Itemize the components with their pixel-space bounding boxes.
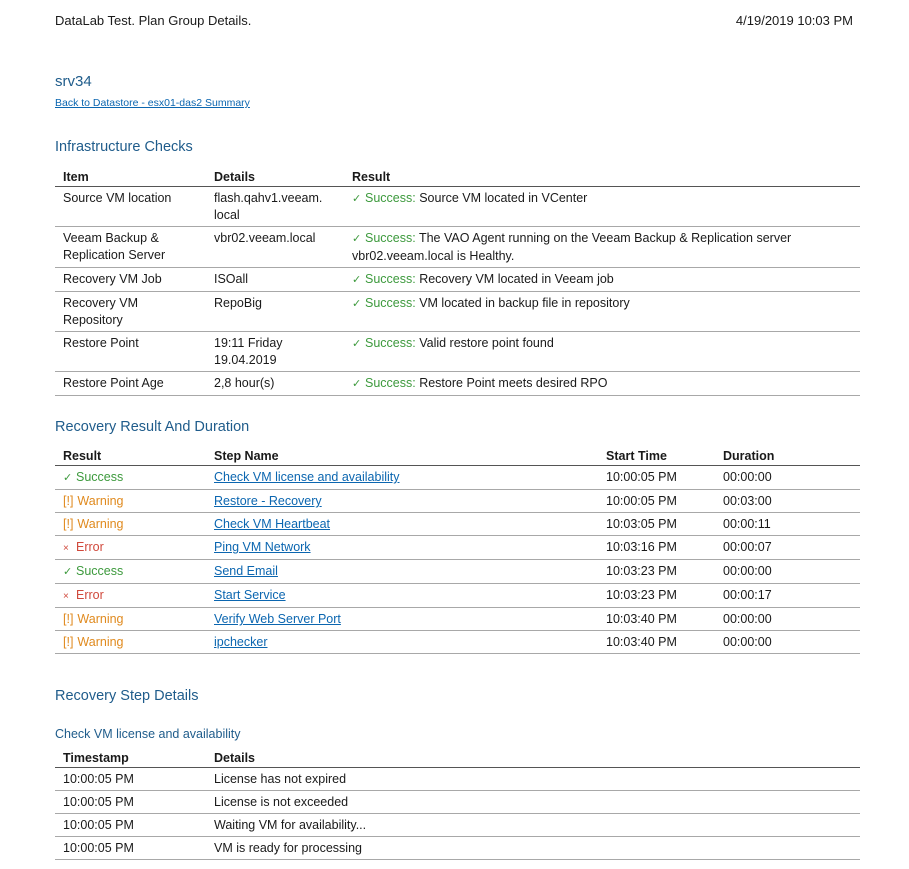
warning-icon: [!] (63, 494, 74, 508)
duration-cell: 00:00:07 (715, 536, 860, 560)
start-time-cell: 10:00:05 PM (598, 490, 715, 513)
infrastructure-checks-table (55, 167, 860, 396)
status-label: Success: (365, 272, 416, 286)
result-cell (344, 372, 860, 396)
check-icon: ✓ (63, 472, 73, 484)
status-label: Success: (365, 336, 416, 350)
table-row (55, 466, 860, 490)
start-time-cell: 10:03:23 PM (598, 560, 715, 584)
check-icon: ✓ (352, 378, 362, 390)
column-header: Start Time (598, 446, 715, 466)
result-cell (344, 187, 860, 227)
step-name-cell (206, 608, 598, 631)
column-header: Result (55, 446, 206, 466)
column-header: Duration (715, 446, 860, 466)
status-label: Success (76, 470, 124, 484)
check-icon: ✓ (352, 274, 362, 286)
details-cell: vbr02.veeam.local (206, 227, 344, 268)
details-cell: 2,8 hour(s) (206, 372, 344, 396)
step-link[interactable]: Check VM Heartbeat (214, 517, 331, 531)
result-message: VM located in backup file in repository (419, 296, 630, 310)
check-icon: ✓ (352, 338, 362, 350)
check-icon: ✓ (352, 298, 362, 310)
status-label: Warning (77, 517, 124, 531)
report-datetime: 4/19/2019 10:03 PM (735, 13, 853, 28)
step-name-cell (206, 490, 598, 513)
details-cell: License has not expired (206, 768, 860, 791)
result-message: Restore Point meets desired RPO (419, 376, 608, 390)
duration-cell: 00:00:11 (715, 513, 860, 536)
column-header: Step Name (206, 446, 598, 466)
column-header: Result (344, 167, 860, 187)
step-name-cell (206, 631, 598, 654)
table-row (55, 268, 860, 292)
step-name-cell (206, 536, 598, 560)
result-cell (55, 631, 206, 654)
timestamp-cell: 10:00:05 PM (55, 837, 206, 860)
column-header: Details (206, 167, 344, 187)
timestamp-cell: 10:00:05 PM (55, 768, 206, 791)
table-row (55, 372, 860, 396)
table-row (55, 631, 860, 654)
result-cell (55, 490, 206, 513)
step-name-cell (206, 513, 598, 536)
timestamp-cell: 10:00:05 PM (55, 814, 206, 837)
result-cell (55, 560, 206, 584)
item-cell: Veeam Backup & Replication Server (55, 227, 206, 268)
duration-cell: 00:00:17 (715, 584, 860, 608)
start-time-cell: 10:00:05 PM (598, 466, 715, 490)
table-row (55, 584, 860, 608)
duration-cell: 00:00:00 (715, 466, 860, 490)
start-time-cell: 10:03:16 PM (598, 536, 715, 560)
table-row (55, 814, 860, 837)
step-link[interactable]: Check VM license and availability (214, 470, 400, 484)
step-link[interactable]: Start Service (214, 588, 286, 602)
back-to-datastore-link[interactable]: Back to Datastore - esx01-das2 Summary (55, 97, 250, 109)
result-cell (55, 513, 206, 536)
result-cell (344, 332, 860, 372)
table-row (55, 536, 860, 560)
details-cell: License is not exceeded (206, 791, 860, 814)
duration-cell: 00:03:00 (715, 490, 860, 513)
step-link[interactable]: Verify Web Server Port (214, 612, 341, 626)
status-label: Error (76, 588, 104, 602)
check-icon: ✓ (352, 193, 362, 205)
result-cell (55, 608, 206, 631)
result-cell (344, 268, 860, 292)
duration-cell: 00:00:00 (715, 631, 860, 654)
check-icon: ✓ (352, 233, 362, 245)
table-row (55, 560, 860, 584)
table-row (55, 292, 860, 332)
result-cell (55, 466, 206, 490)
details-cell: flash.qahv1.veeam. local (206, 187, 344, 227)
item-cell: Restore Point (55, 332, 206, 372)
result-cell (344, 227, 860, 268)
start-time-cell: 10:03:23 PM (598, 584, 715, 608)
duration-cell: 00:00:00 (715, 560, 860, 584)
step-name-cell (206, 560, 598, 584)
table-row (55, 332, 860, 372)
check-icon: ✓ (63, 566, 73, 578)
details-cell: VM is ready for processing (206, 837, 860, 860)
step-link[interactable]: Restore - Recovery (214, 494, 322, 508)
column-header: Timestamp (55, 748, 206, 768)
status-label: Success: (365, 296, 416, 310)
status-label: Error (76, 540, 104, 554)
result-message: Recovery VM located in Veeam job (419, 272, 614, 286)
details-cell: ISOall (206, 268, 344, 292)
table-row (55, 837, 860, 860)
start-time-cell: 10:03:40 PM (598, 608, 715, 631)
result-cell (55, 584, 206, 608)
result-message: Source VM located in VCenter (419, 191, 588, 205)
column-header: Item (55, 167, 206, 187)
table-row (55, 227, 860, 268)
table-row (55, 791, 860, 814)
item-cell: Restore Point Age (55, 372, 206, 396)
status-label: Success: (365, 376, 416, 390)
column-header: Details (206, 748, 860, 768)
duration-cell: 00:00:00 (715, 608, 860, 631)
result-cell (344, 292, 860, 332)
report-header (55, 13, 853, 31)
recovery-step-details-heading: Recovery Step Details (55, 688, 199, 704)
step-name-cell (206, 466, 598, 490)
start-time-cell: 10:03:40 PM (598, 631, 715, 654)
item-cell: Source VM location (55, 187, 206, 227)
status-label: Success: (365, 191, 416, 205)
start-time-cell: 10:03:05 PM (598, 513, 715, 536)
status-label: Success (76, 564, 124, 578)
recovery-result-table (55, 446, 860, 654)
details-cell: Waiting VM for availability... (206, 814, 860, 837)
status-label: Warning (77, 612, 124, 626)
details-cell: RepoBig (206, 292, 344, 332)
details-cell: 19:11 Friday 19.04.2019 (206, 332, 344, 372)
table-row (55, 490, 860, 513)
step-link[interactable]: Ping VM Network (214, 540, 311, 554)
timestamp-cell: 10:00:05 PM (55, 791, 206, 814)
table-row (55, 768, 860, 791)
step-link[interactable]: ipchecker (214, 635, 268, 649)
status-label: Success: (365, 231, 416, 245)
status-label: Warning (77, 494, 124, 508)
table-row (55, 187, 860, 227)
step-name-cell (206, 584, 598, 608)
warning-icon: [!] (63, 612, 74, 626)
step-details-table (55, 748, 860, 860)
result-cell (55, 536, 206, 560)
step-link[interactable]: Send Email (214, 564, 278, 578)
infrastructure-checks-heading: Infrastructure Checks (55, 139, 193, 155)
warning-icon: [!] (63, 635, 74, 649)
status-label: Warning (77, 635, 124, 649)
error-x-icon: × (63, 591, 69, 602)
item-cell: Recovery VM Job (55, 268, 206, 292)
error-x-icon: × (63, 543, 69, 554)
table-row (55, 513, 860, 536)
recovery-result-heading: Recovery Result And Duration (55, 419, 250, 435)
table-row (55, 608, 860, 631)
warning-icon: [!] (63, 517, 74, 531)
result-message: Valid restore point found (419, 336, 554, 350)
step-details-subheading: Check VM license and availability (55, 727, 241, 741)
server-name: srv34 (55, 73, 92, 90)
result-message: The VAO Agent running on the Veeam Backup & Replication server vbr02.veeam.local is Healthy. (352, 231, 792, 263)
report-title: DataLab Test. Plan Group Details. (55, 13, 252, 28)
item-cell: Recovery VM Repository (55, 292, 206, 332)
